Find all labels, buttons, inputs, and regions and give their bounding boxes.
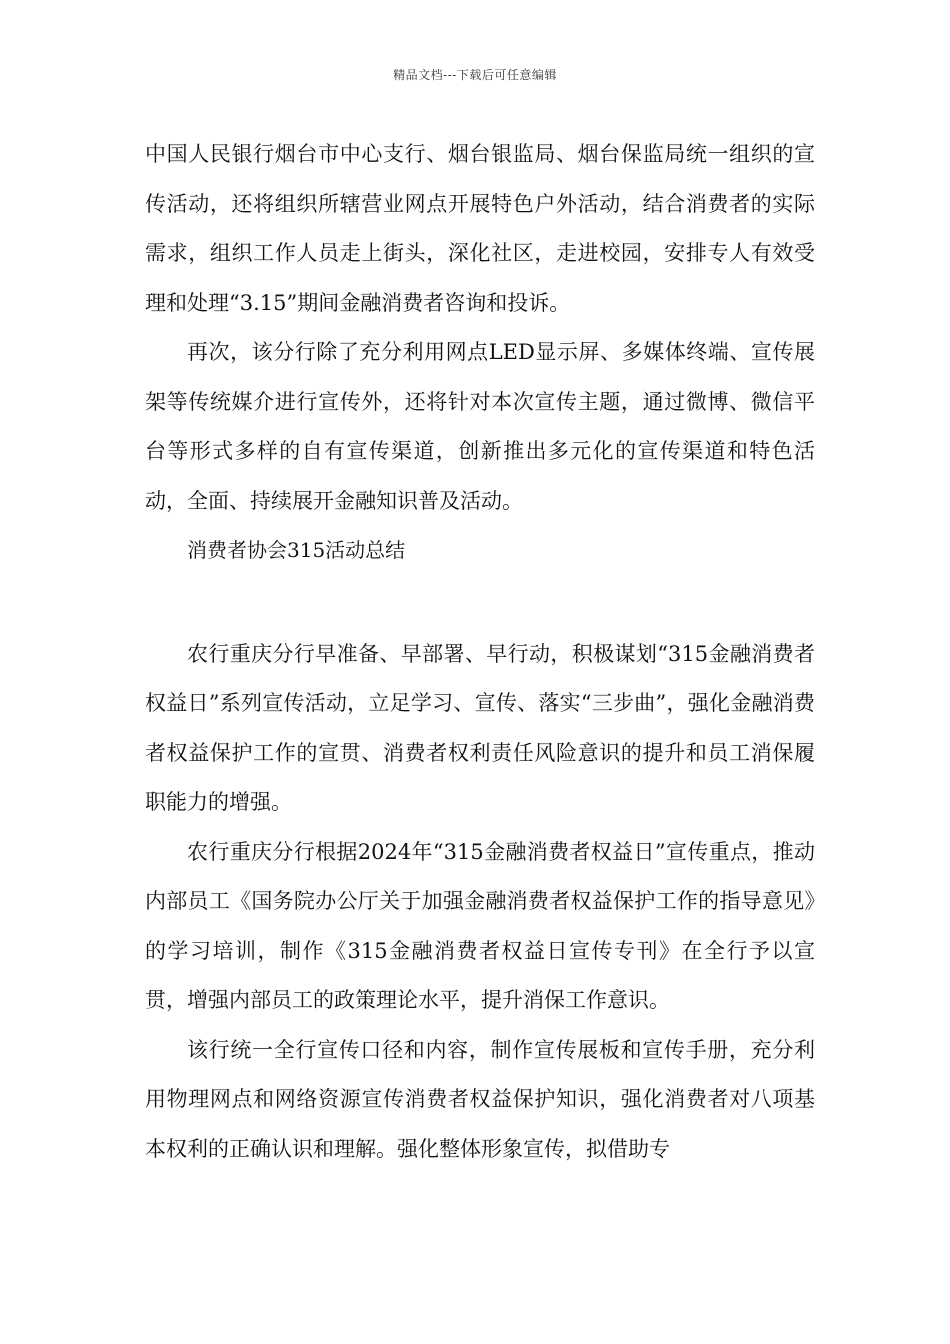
paragraph-2: 再次，该分行除了充分利用网点LED显示屏、多媒体终端、宣传展架等传统媒介进行宣传外，还将针对本次宣传主题，通过微博、微信平台等形式多样的自有宣传渠道，创新推出多元化的宣传渠道和特色活动，全面、持续展开金融知识普及活动。 [145,340,815,513]
section-title: 消费者协会315活动总结 [187,538,406,562]
document-body [145,130,815,1174]
page-header: 精品文档---下载后可任意编辑 [393,68,557,82]
blank-line [145,576,815,630]
paragraph-5: 该行统一全行宣传口径和内容，制作宣传展板和宣传手册，充分利用物理网点和网络资源宣传消费者权益保护知识，强化消费者对八项基本权利的正确认识和理解。强化整体形象宣传，拟借助专 [145,1037,815,1161]
paragraph-1: 中国人民银行烟台市中心支行、烟台银监局、烟台保监局统一组织的宣传活动，还将组织所辖营业网点开展特色户外活动，结合消费者的实际需求，组织工作人员走上街头，深化社区，走进校园，安排专人有效受理和处理“3.15”期间金融消费者咨询和投诉。 [145,142,815,315]
paragraph-4: 农行重庆分行根据2024年“315金融消费者权益日”宣传重点，推动内部员工《国务院办公厅关于加强金融消费者权益保护工作的指导意见》的学习培训，制作《315金融消费者权益日宣传专刊》在全行予以宣贯，增强内部员工的政策理论水平，提升消保工作意识。 [145,839,815,1012]
paragraph-3: 农行重庆分行早准备、早部署、早行动，积极谋划“315金融消费者权益日”系列宣传活动，立足学习、宣传、落实“三步曲”，强化金融消费者权益保护工作的宣贯、消费者权利责任风险意识的提升和员工消保履职能力的增强。 [145,641,815,814]
